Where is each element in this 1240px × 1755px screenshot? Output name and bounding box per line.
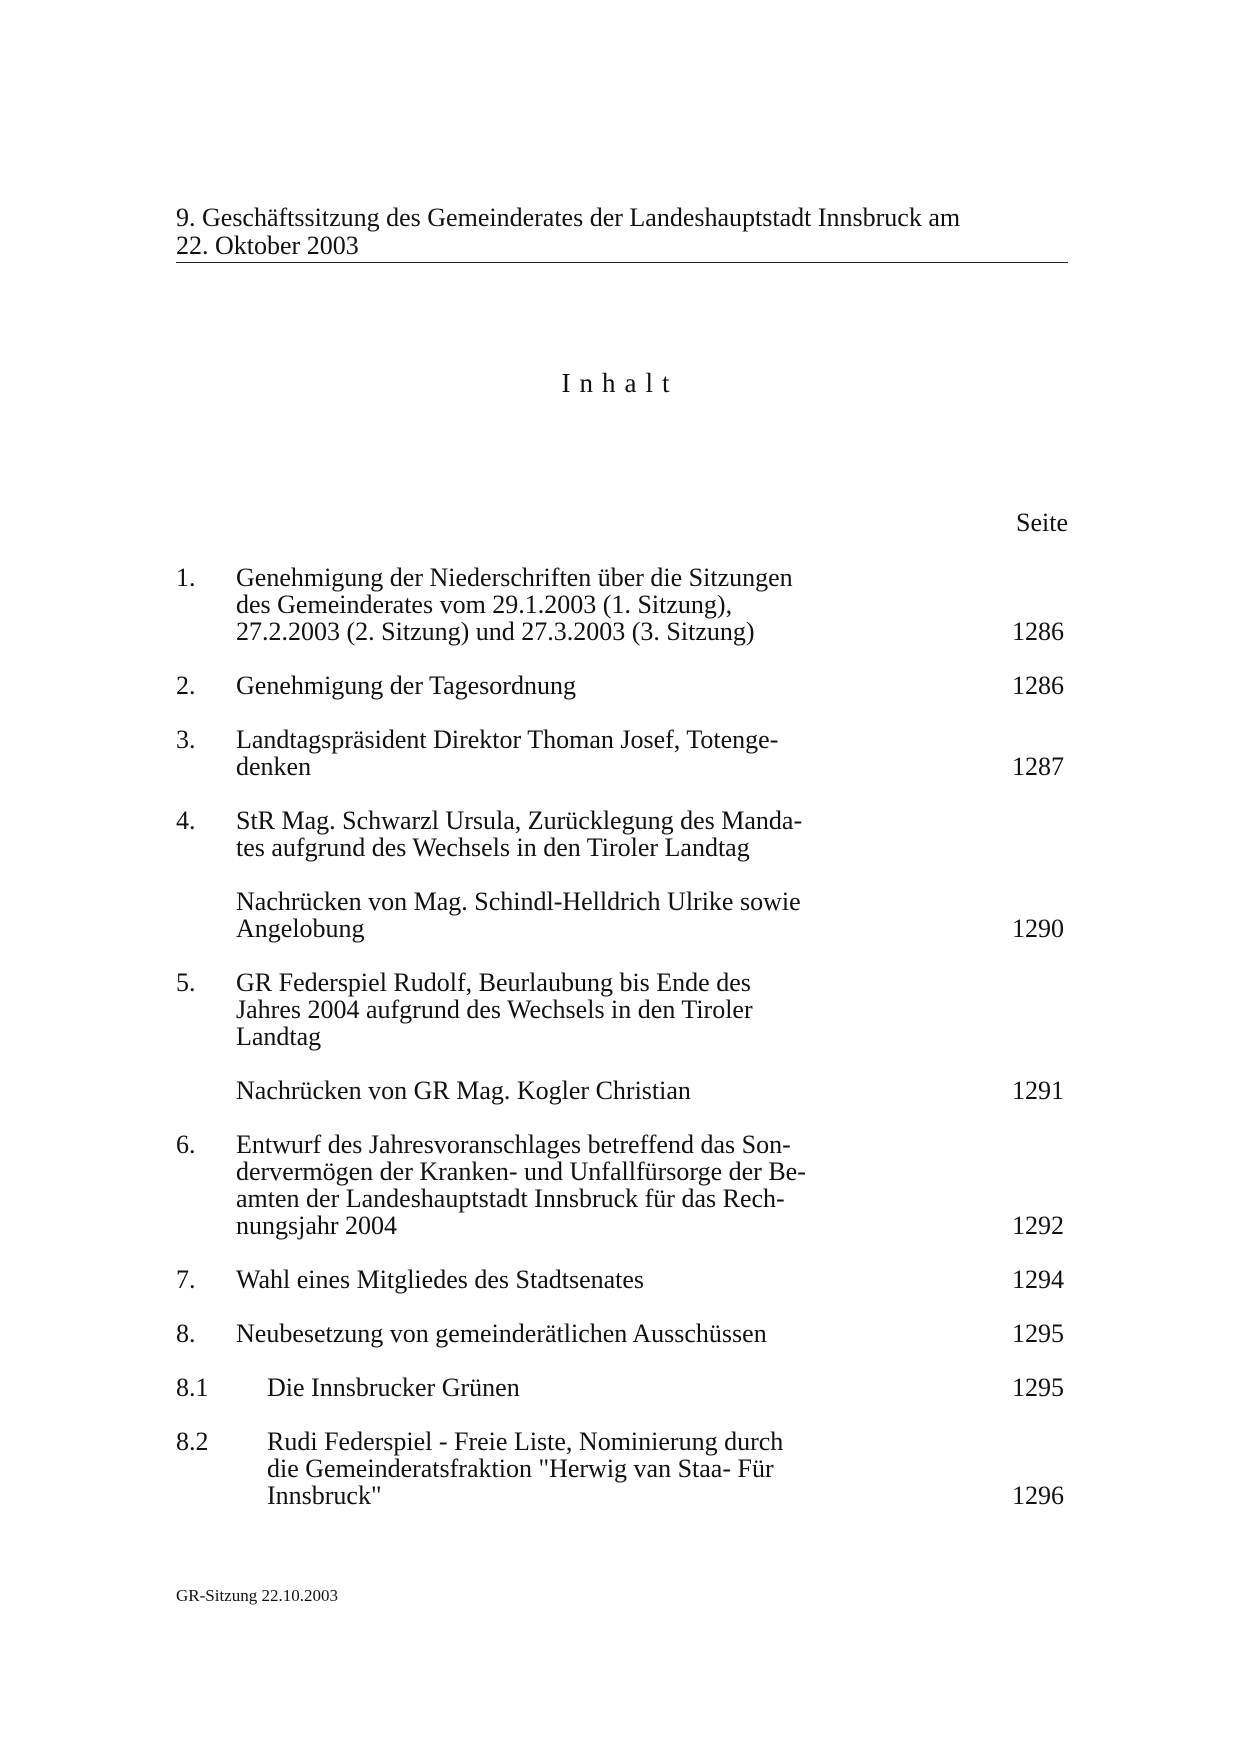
toc-entry-line: nungsjahr 2004 bbox=[236, 1211, 398, 1240]
toc-entry-line: tes aufgrund des Wechsels in den Tiroler Landtag bbox=[236, 833, 750, 862]
toc-entry bbox=[176, 564, 1068, 645]
toc-entry-line: Jahres 2004 aufgrund des Wechsels in den Tiroler bbox=[236, 995, 753, 1024]
toc-entry-page: 1295 bbox=[1012, 1319, 1064, 1348]
toc-entry-page: 1294 bbox=[1012, 1265, 1064, 1294]
toc-entry-line: StR Mag. Schwarzl Ursula, Zurücklegung des Manda- bbox=[236, 806, 803, 835]
toc-entry-line: Nachrücken von GR Mag. Kogler Christian bbox=[236, 1076, 691, 1105]
document-header bbox=[176, 204, 1068, 263]
toc-entry bbox=[176, 807, 1068, 861]
toc-entry-page: 1296 bbox=[1012, 1481, 1064, 1510]
toc-entry-line: Rudi Federspiel - Freie Liste, Nominierung durch bbox=[267, 1427, 784, 1456]
toc-entry bbox=[176, 1320, 1068, 1347]
toc-entry-page: 1291 bbox=[1012, 1076, 1064, 1105]
toc-entry-line: GR Federspiel Rudolf, Beurlaubung bis Ende des bbox=[236, 968, 751, 997]
toc-entry bbox=[176, 726, 1068, 780]
header-line-2: 22. Oktober 2003 bbox=[176, 231, 359, 260]
toc-entry-text bbox=[267, 1428, 878, 1509]
toc-entry-number: 7. bbox=[176, 1265, 196, 1294]
toc-entry bbox=[176, 672, 1068, 699]
toc-entry-text bbox=[236, 1320, 878, 1347]
toc-entry-text bbox=[236, 672, 878, 699]
toc-entry-line: Angelobung bbox=[236, 914, 365, 943]
toc-entry-line: Genehmigung der Tagesordnung bbox=[236, 671, 576, 700]
toc-entry bbox=[176, 1131, 1068, 1239]
toc-entry-number: 8. bbox=[176, 1319, 196, 1348]
toc-entry-text bbox=[236, 807, 878, 861]
toc-entry-line: Neubesetzung von gemeinderätlichen Ausschüssen bbox=[236, 1319, 767, 1348]
toc-entry-page: 1292 bbox=[1012, 1211, 1064, 1240]
toc-entry-page: 1286 bbox=[1012, 671, 1064, 700]
toc-entry-text bbox=[236, 726, 878, 780]
toc-entry-page: 1287 bbox=[1012, 752, 1064, 781]
toc-entry-number: 5. bbox=[176, 968, 196, 997]
toc-entry-line: Innsbruck" bbox=[267, 1481, 382, 1510]
toc-entry-number: 1. bbox=[176, 563, 196, 592]
toc-entry-number: 6. bbox=[176, 1130, 196, 1159]
toc-entry-line: Genehmigung der Niederschriften über die Sitzungen bbox=[236, 563, 793, 592]
toc-entry-number: 4. bbox=[176, 806, 196, 835]
toc-entry-page: 1295 bbox=[1012, 1373, 1064, 1402]
toc-entry-page: 1290 bbox=[1012, 914, 1064, 943]
toc-entry-number: 8.2 bbox=[176, 1427, 209, 1456]
toc-entry bbox=[176, 969, 1068, 1050]
toc-entry-line: Nachrücken von Mag. Schindl-Helldrich Ulrike sowie bbox=[236, 887, 801, 916]
toc-title: Inhalt bbox=[561, 368, 679, 398]
toc-entry-text bbox=[236, 564, 878, 645]
toc-entry bbox=[176, 1374, 1068, 1401]
page-column-label: Seite bbox=[1016, 508, 1068, 537]
toc-entry bbox=[176, 1077, 1068, 1104]
toc-entry-number: 8.1 bbox=[176, 1373, 209, 1402]
toc-entry-text bbox=[236, 1266, 878, 1293]
toc-entry-line: Wahl eines Mitgliedes des Stadtsenates bbox=[236, 1265, 645, 1294]
toc-entry-number: 2. bbox=[176, 671, 196, 700]
toc-entry-text bbox=[267, 1374, 878, 1401]
toc-entry-line: amten der Landeshauptstadt Innsbruck für das Rech- bbox=[236, 1184, 785, 1213]
toc-entry-line: des Gemeinderates vom 29.1.2003 (1. Sitzung), bbox=[236, 590, 733, 619]
toc-entry-number: 3. bbox=[176, 725, 196, 754]
toc-entry bbox=[176, 888, 1068, 942]
toc-entry-line: 27.2.2003 (2. Sitzung) und 27.3.2003 (3. Sitzung) bbox=[236, 617, 755, 646]
toc-entry-line: Landtag bbox=[236, 1022, 322, 1051]
toc-entry bbox=[176, 1266, 1068, 1293]
toc-entry-text bbox=[236, 888, 878, 942]
toc-entry-line: Die Innsbrucker Grünen bbox=[267, 1373, 520, 1402]
toc-entry-line: dervermögen der Kranken- und Unfallfürsorge der Be- bbox=[236, 1157, 806, 1186]
toc-entry-line: die Gemeinderatsfraktion "Herwig van Staa- Für bbox=[267, 1454, 774, 1483]
toc-entry-text bbox=[236, 1131, 878, 1239]
toc-entry-text bbox=[236, 969, 878, 1050]
table-of-contents bbox=[176, 564, 1068, 1536]
toc-entry bbox=[176, 1428, 1068, 1509]
toc-entry-line: Landtagspräsident Direktor Thoman Josef, Totenge- bbox=[236, 725, 779, 754]
page-footer: GR-Sitzung 22.10.2003 bbox=[176, 1586, 338, 1605]
toc-entry-text bbox=[236, 1077, 878, 1104]
toc-entry-line: denken bbox=[236, 752, 312, 781]
toc-entry-page: 1286 bbox=[1012, 617, 1064, 646]
header-line-1: 9. Geschäftssitzung des Gemeinderates der Landeshauptstadt Innsbruck am bbox=[176, 203, 961, 232]
toc-entry-line: Entwurf des Jahresvoranschlages betreffend das Son- bbox=[236, 1130, 791, 1159]
